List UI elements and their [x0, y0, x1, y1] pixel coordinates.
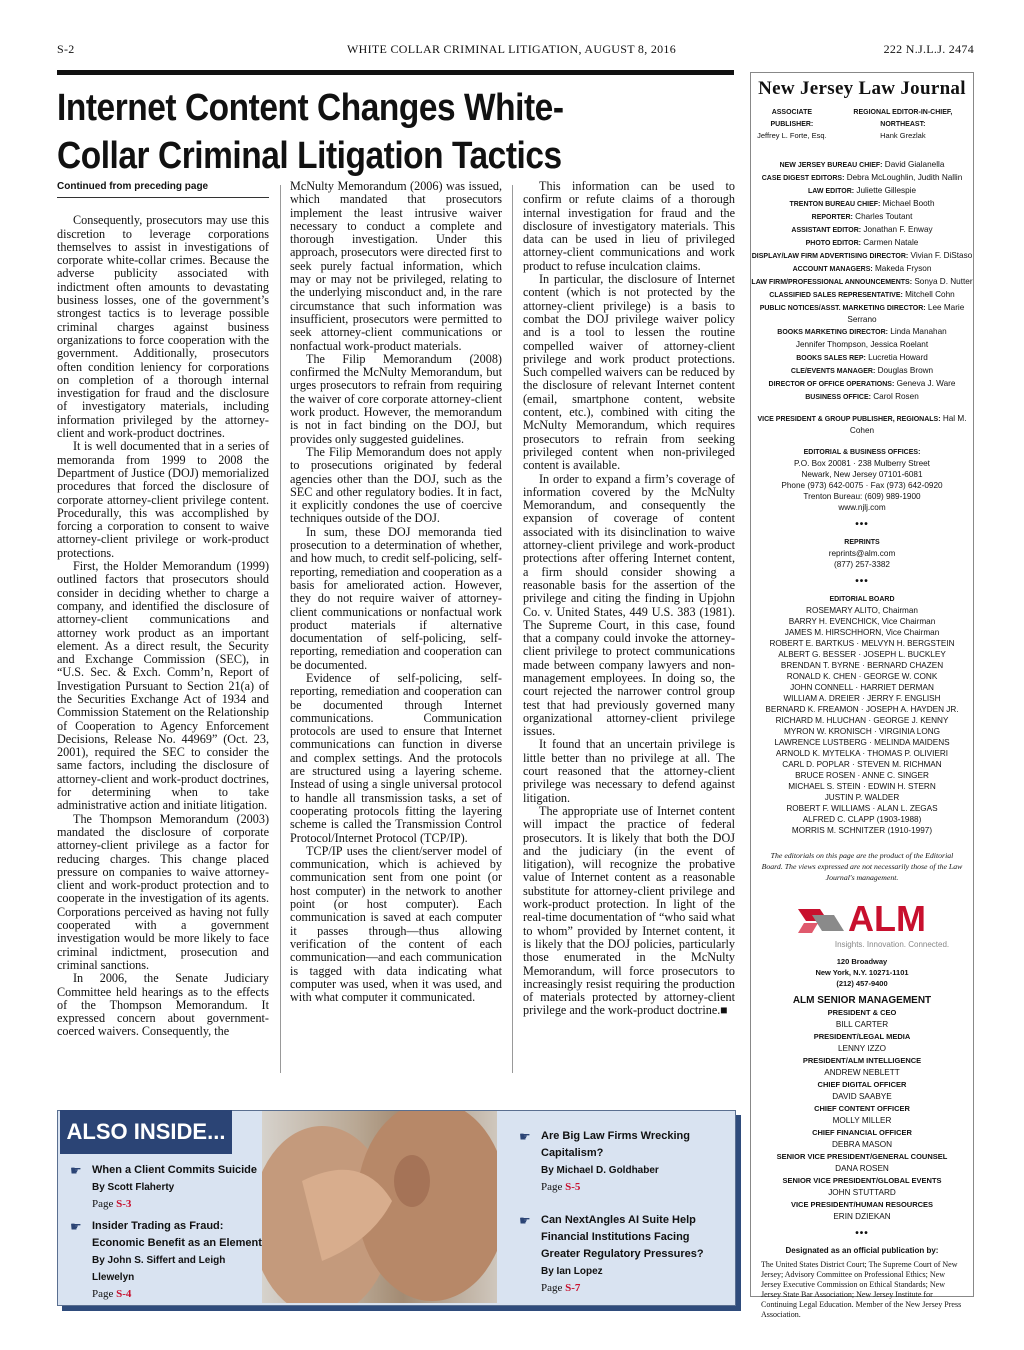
item-author: By Ian Lopez [541, 1266, 603, 1277]
staff-entry [751, 211, 973, 223]
board-member: ALBERT G. BESSER · JOSEPH L. BUCKLEY [778, 650, 946, 659]
management-entry [751, 1055, 973, 1078]
item-title[interactable]: Can NextAngles AI Suite Help Financial Institutions Facing Greater Regulatory Pressures? [541, 1214, 704, 1260]
management-entry [751, 1175, 973, 1198]
role: SENIOR VICE PRESIDENT/GLOBAL EVENTS [782, 1176, 942, 1185]
role: DIRECTOR OF OFFICE OPERATIONS: [768, 381, 895, 388]
role: PRESIDENT & CEO [827, 1008, 897, 1017]
person-name: Linda Manahan [887, 327, 947, 336]
article-column-1 [57, 180, 269, 1039]
pointing-hand-icon: ☛ [70, 1219, 82, 1234]
role: BOOKS MARKETING DIRECTOR: [777, 329, 888, 336]
person-name: David Gialanella [882, 160, 945, 169]
headline: Internet Content Changes White-Collar Criminal Litigation Tactics [57, 87, 564, 177]
board-member: ARNOLD K. MYTELKA · THOMAS P. OLIVIERI [775, 749, 949, 758]
board-member: JOHN CONNELL · HARRIET DERMAN [790, 683, 934, 692]
article-column-3 [523, 180, 735, 1018]
article-column-2 [290, 180, 502, 1004]
board-member: BRENDAN T. BYRNE · BERNARD CHAZEN [780, 661, 944, 670]
paragraph: First, the Holder Memorandum (1999) outlined factors that prosecutors should consider in deciding whether to charge a company, and identified the disclosure of attorney-client communications and attorney work product as an important element. As a direct result, the Security and Exchange Commission (SEC), in “U.S. Sec. & Exch. Comm’n, Report of Investigation Pursuant to Section 21(a) of the Securities Exchange Act of 1934 and Commission Statement on the Relationship of Cooperation to Agency Enforcement Decisions, Release No. 44969” (Oct. 23, 2001), required the SEC to consider the same factors, including the disclosure of attorney-client and work-product doctrines, for determining when to take administrative action and initiate litigation. [57, 559, 269, 813]
paragraph: It found that an uncertain privilege is little better than no privilege at all. The court reasoned that the attorney-client privilege was necessary to defend against litigation. [523, 737, 735, 805]
page-label: Page [541, 1181, 563, 1193]
person-name: Douglas Brown [875, 366, 934, 375]
paragraph: In 2006, the Senate Judiciary Committee held hearings as to the effects of the Thompson Memorandum. It expressed concern about government-coerced waivers. Consequently, the [57, 971, 269, 1039]
paragraph: The Filip Memorandum (2008) confirmed the McNulty Memorandum, but urges prosecutors to refrain from requiring the waiver of core corporate attorney-client work product. However, the memorandum is not in fact binding on the DOJ, but provides only suggested guidelines. [290, 351, 502, 446]
management-entry [751, 1151, 973, 1174]
office-line: Phone (973) 642-0075 · Fax (973) 642-0920 [781, 481, 943, 490]
board-member: ALFRED C. CLAPP (1903-1988) [802, 815, 922, 824]
person-name: Geneva J. Ware [894, 379, 956, 388]
citation: 222 N.J.L.J. 2474 [883, 42, 974, 56]
person-name: MOLLY MILLER [832, 1116, 892, 1125]
item-title[interactable]: Insider Trading as Fraud: Economic Benefit as an Element [92, 1220, 262, 1249]
page-label: Page [92, 1198, 114, 1210]
staff-entry [751, 378, 973, 390]
whisper-photo [262, 1111, 497, 1303]
reprints-title: REPRINTS [844, 539, 880, 546]
board-title: EDITORIAL BOARD [829, 596, 895, 603]
person-name: Jennifer Thompson, Jessica Roelant [795, 340, 929, 349]
address-line: (212) 457-9400 [836, 979, 888, 988]
board-member: ROSEMARY ALITO, Chairman [806, 606, 918, 615]
person-name: Carol Rosen [870, 392, 919, 401]
person-name: DANA ROSEN [835, 1164, 889, 1173]
role: ACCOUNT MANAGERS: [792, 266, 873, 273]
alm-tagline: Insights. Innovation. Connected. [834, 940, 950, 949]
role: LAW FIRM/PROFESSIONAL ANNOUNCEMENTS: [751, 279, 913, 286]
board-member: MICHAEL S. STEIN · EDWIN H. STERN [788, 782, 936, 791]
person-name: Michael Booth [880, 199, 935, 208]
staff-entry [751, 237, 973, 249]
separator-dots: ••• [855, 576, 869, 587]
role: CHIEF FINANCIAL OFFICER [812, 1128, 912, 1137]
editor-name: Hank Grezlak [880, 131, 926, 140]
role: PRESIDENT/ALM INTELLIGENCE [802, 1056, 922, 1065]
role: VICE PRESIDENT/HUMAN RESOURCES [790, 1200, 934, 1209]
page-label: Page [92, 1288, 114, 1300]
role: LAW EDITOR: [807, 188, 855, 195]
paragraph: In particular, the disclosure of Internet content (which is not protected by the attorney-client privilege) is a basis to combat the DOJ privilege waiver policy and is a tool to lessen the routine compelled waiver of attorney-client privilege and work product protections. Such compelled waivers can be reduced by the disclosure of relevant Internet content (email, smartphone content, website content, etc.), combined with citing the McNulty Memorandum, which requires prosecutors to refrain from seeking privileged content when non-privileged content is available. [523, 272, 735, 473]
designation-text: The United States District Court; The Supreme Court of New Jersey; Advisory Committee on Professional Ethics; New Jersey Executive Commission on Ethical Standards; New Jersey State Bar Association; New Jersey Institute for Continuing Legal Education. Member of the New Jersey Press Association. [761, 1260, 962, 1319]
person-name: Lucretia Howard [865, 353, 928, 362]
page-label: Page [541, 1282, 563, 1294]
management-entry [751, 1031, 973, 1054]
board-member: JAMES M. HIRSCHHORN, Vice Chairman [784, 628, 940, 637]
office-line: Newark, New Jersey 07101-6081 [801, 470, 923, 479]
editorial-board [751, 605, 973, 836]
management-entry [751, 1199, 973, 1222]
staff-entry [751, 224, 973, 236]
separator-dots: ••• [855, 1228, 869, 1239]
role: CHIEF CONTENT OFFICER [814, 1104, 910, 1113]
board-member: LAWRENCE LUSTBERG · MELINDA MAIDENS [774, 738, 950, 747]
role: CASE DIGEST EDITORS: [761, 175, 845, 182]
board-member: MORRIS M. SCHNITZER (1910-1997) [791, 826, 933, 835]
role: PUBLIC NOTICES/ASST. MARKETING DIRECTOR: [759, 305, 926, 312]
alm-logo [751, 893, 973, 943]
offices-info [751, 458, 973, 513]
person-name: LENNY IZZO [837, 1044, 887, 1053]
management-entry [751, 1007, 973, 1030]
person-name: ANDREW NEBLETT [824, 1068, 900, 1077]
alm-mark-icon [798, 901, 844, 935]
board-member: BRUCE ROSEN · ANNE C. SINGER [795, 771, 929, 780]
reprints-info [751, 548, 973, 570]
paragraph: It is well documented that in a series of memoranda from 1999 to 2008 the Department of Justice (DOJ) memorialized procedures that forced the disclosure of corporate attorney-client privilege content. Procedurally, this was accomplished by forcing a corporation to consent to waive attorney-client privilege or work-product protections. [57, 439, 269, 560]
person-name: Mitchell Cohn [902, 290, 955, 299]
publisher-title: ASSOCIATE PUBLISHER: [770, 109, 814, 128]
role: BOOKS SALES REP: [796, 355, 866, 362]
role: BUSINESS OFFICE: [805, 394, 871, 401]
staff-entry [751, 365, 973, 377]
role: CLE/EVENTS MANAGER: [790, 368, 876, 375]
person-name: Jonathan F. Enway [861, 225, 933, 234]
person-name: JOHN STUTTARD [828, 1188, 896, 1197]
publication-logo: New Jersey Law Journal [758, 78, 966, 99]
column-divider [280, 185, 281, 1073]
role: REPORTER: [811, 214, 853, 221]
person-name: Sonya D. Nutter [912, 277, 973, 286]
person-name: Juliette Gillespie [854, 186, 917, 195]
board-member: ROBERT F. WILLIAMS · ALAN L. ZEGAS [786, 804, 938, 813]
page-number: S-2 [57, 42, 75, 56]
board-member: CARL D. POPLAR · STEVEN M. RICHMAN [782, 760, 942, 769]
board-member: BERNARD K. FREAMON · JOSEPH A. HAYDEN JR. [765, 705, 959, 714]
paragraph: The Filip Memorandum does not apply to prosecutions originated by federal agencies other than the DOJ, such as the SEC and other regulatory bodies. It in fact, it explicitly condones the use of coercive techniques outside of the DOJ. [290, 444, 502, 526]
person-name: Makeda Fryson [872, 264, 932, 273]
alm-wordmark: ALM [848, 897, 926, 939]
person-name: Carmen Natale [861, 238, 919, 247]
role: CHIEF DIGITAL OFFICER [817, 1080, 907, 1089]
item-title[interactable]: Are Big Law Firms Wrecking Capitalism? [541, 1130, 690, 1159]
role: DISPLAY/LAW FIRM ADVERTISING DIRECTOR: [751, 253, 909, 260]
board-member: MYRON W. KRONISCH · VIRGINIA LONG [783, 727, 941, 736]
item-author: By Scott Flaherty [92, 1182, 175, 1193]
vp-name: Hal M. Cohen [849, 414, 967, 435]
column-divider [512, 185, 513, 1073]
office-line: Trenton Bureau: (609) 989-1900 [803, 492, 921, 501]
also-item[interactable] [70, 1218, 267, 1303]
person-name: DEBRA MASON [831, 1140, 893, 1149]
person-name: BILL CARTER [835, 1020, 889, 1029]
page-ref[interactable]: S-4 [116, 1288, 132, 1300]
page-ref[interactable]: S-3 [116, 1198, 132, 1210]
item-author: By John S. Siffert and Leigh Llewelyn [92, 1255, 226, 1283]
item-title[interactable]: When a Client Commits Suicide [92, 1164, 258, 1176]
offices-title: EDITORIAL & BUSINESS OFFICES: [803, 449, 921, 456]
item-author: By Michael D. Goldhaber [541, 1165, 659, 1176]
office-line: P.O. Box 20081 · 238 Mulberry Street [794, 459, 930, 468]
masthead [750, 72, 974, 1319]
paragraph: TCP/IP uses the client/server model of communication, which is achieved by communication sent from one point (or host computer) in the network to another point (or host computer). Each communication is saved at each computer it passes through—thus allowing verification of the content of each communication—and each communication is tagged with data indicating what computer was used, when it was used, and with what computer it communicated. [290, 843, 502, 1005]
also-item[interactable] [519, 1212, 721, 1297]
staff-entry [751, 326, 973, 338]
editorial-note: The editorials on this page are the product of the Editorial Board. The views expressed are not necessarily those of the Law Journal's management. [761, 851, 963, 882]
board-member: JUSTIN P. WALDER [824, 793, 900, 802]
role: SENIOR VICE PRESIDENT/GENERAL COUNSEL [776, 1152, 948, 1161]
paragraph: This information can be used to confirm or refute claims of a thorough internal investigation for fraud and the disclosure of investigatory materials. This data can be used in lieu of privileged attorney-client communications and work product to refuse inculcation claims. [523, 179, 735, 273]
staff-entry [751, 276, 973, 288]
staff-entry [751, 302, 973, 325]
staff-entry [751, 198, 973, 210]
person-name: ERIN DZIEKAN [833, 1212, 891, 1221]
publisher-name: Jeffrey L. Forte, Esq. [757, 131, 827, 140]
management-entry [751, 1103, 973, 1126]
paragraph: McNulty Memorandum (2006) was issued, which mandated that prosecutors implement the least intrusive waiver necessary to conduct a complete and thorough investigation. Under this approach, prosecutors were directed first to seek purely factual information, which may or may not be privileged, relating to the underlying misconduct and, in the rare circumstance that such information was insufficient, prosecutors were permitted to seek attorney-client communications or nonfactual work-product materials. [290, 179, 502, 353]
page-ref[interactable]: S-5 [565, 1181, 581, 1193]
person-name: Debra McLoughlin, Judith Nallin [844, 173, 963, 182]
staff-entry [751, 339, 973, 351]
board-member: WILLIAM A. DREIER · JERRY F. ENGLISH [783, 694, 941, 703]
management-title: ALM SENIOR MANAGEMENT [792, 995, 932, 1006]
person-name: Vivian F. DiStaso [908, 251, 973, 260]
pointing-hand-icon: ☛ [519, 1213, 531, 1228]
staff-entry [751, 391, 973, 403]
board-member: BARRY H. EVENCHICK, Vice Chairman [788, 617, 936, 626]
paragraph: In sum, these DOJ memoranda tied prosecution to a determination of whether, and how much, to credit self-policing, self-reporting, remediation and cooperation as a basis for ameliorated action. However, they do not require waiver of attorney-client communications or nonfactual work product materials if alternative documentation of self-policing, self-reporting, remediation and cooperation can be documented. [290, 524, 502, 672]
top-rule [57, 70, 734, 75]
editor-title: REGIONAL EDITOR-IN-CHIEF, NORTHEAST: [853, 109, 953, 128]
role: ASSISTANT EDITOR: [791, 227, 862, 234]
vp-role: VICE PRESIDENT & GROUP PUBLISHER, REGIONALS: [757, 416, 941, 423]
address-line: New York, N.Y. 10271-1101 [815, 968, 909, 977]
role: PRESIDENT/LEGAL MEDIA [813, 1032, 911, 1041]
role: PHOTO EDITOR: [805, 240, 861, 247]
designation-title: Designated as an official publication by: [785, 1246, 939, 1255]
staff-entry [751, 352, 973, 364]
role: NEW JERSEY BUREAU CHIEF: [779, 162, 883, 169]
paragraph: The appropriate use of Internet content will impact the practice of federal prosecutors. It is likely that both the DOJ and the judiciary (in the event of litigation), will recognize the probative value of Internet content as a reasonable substitute for attorney-client privilege and work-product protection. In light of the real-time documentation of “who said what to whom” provided by Internet content, it is likely that the DOJ policies, particularly those enumerated in the McNulty Memorandum, will force prosecutors to increasingly resist requiring the production of materials protected by attorney-client privilege and the work-product doctrine.■ [523, 803, 735, 1018]
staff-entry [751, 289, 973, 301]
board-member: RONALD K. CHEN · GEORGE W. CONK [786, 672, 938, 681]
also-inside-title: ALSO INSIDE... [60, 1110, 232, 1154]
reprints-line: reprints@alm.com [828, 549, 896, 558]
staff-entry [751, 250, 973, 262]
pointing-hand-icon: ☛ [70, 1163, 82, 1178]
management-entry [751, 1079, 973, 1102]
also-item[interactable] [519, 1128, 716, 1196]
separator-dots: ••• [855, 519, 869, 530]
paragraph: The Thompson Memorandum (2003) mandated the disclosure of corporate attorney-client privilege as a factor for reducing charges. This change placed pressure on companies to waive attorney-client and work-product protection and to cooperate in the investigation of its agents. Corporations perceived as having not fully cooperated with a government investigation would be more likely to face criminal indictment, prosecution and criminal sanctions. [57, 811, 269, 972]
person-name: Lee Marie Serrano [847, 303, 965, 324]
staff-entry [751, 172, 973, 184]
address-line: 120 Broadway [836, 957, 888, 966]
management-entry [751, 1127, 973, 1150]
staff-entry [751, 159, 973, 171]
person-name: DAVID SAABYE [832, 1092, 892, 1101]
person-name: Charles Toutant [852, 212, 913, 221]
paragraph: In order to expand a firm’s coverage of information covered by the McNulty Memorandum, and consequently the expansion of coverage of content associated with its disinclination to waive attorney-client privilege and work-product protections after offering Internet content, a firm should consider showing a reasonable basis for the assertion of the privilege and citing the finding in Upjohn Co. v. United States, 449 U.S. 383 (1981). The Supreme Court, in this case, found that a company could invoke the attorney-client privilege to protect communications made between company lawyers and non-management employees. In doing so, the court rejected the narrower control group test that had previously governed many organizational attorney-client privilege issues. [523, 471, 735, 739]
staff-entry [751, 263, 973, 275]
section-date: WHITE COLLAR CRIMINAL LITIGATION, AUGUST 8, 2016 [347, 42, 677, 56]
pointing-hand-icon: ☛ [519, 1129, 531, 1144]
role: TRENTON BUREAU CHIEF: [789, 201, 881, 208]
paragraph: Consequently, prosecutors may use this discretion to leverage corporations themselves to assist in investigations of corporate white-collar crimes. Because the adverse publicity associated with indictment often amounts to devastating business losses, one of the government’s strongest tactics is to leverage possible criminal charges against business organizations to force cooperation with the government. Additionally, prosecutors often condition leniency for corporations on completion of a thorough internal investigation for fraud and the disclosure of investigatory materials, including information privileged by the attorney-client and work-product doctrines. [57, 213, 269, 441]
role: CLASSIFIED SALES REPRESENTATIVE: [769, 292, 903, 299]
reprints-line: (877) 257-3382 [834, 560, 890, 569]
office-line: www.njlj.com [838, 503, 886, 512]
also-item[interactable] [70, 1162, 262, 1213]
page-ref[interactable]: S-7 [565, 1282, 581, 1294]
continued-line: Continued from preceding page [57, 180, 269, 198]
alm-address [751, 956, 973, 989]
board-member: RICHARD M. HLUCHAN · GEORGE J. KENNY [775, 716, 949, 725]
paragraph: Evidence of self-policing, self-reporting, remediation and cooperation can be documented through Internet communications. Communication protocols are used to ensure that Internet communications can function in diverse and complex settings. And the protocols are structured using a layering scheme. Instead of using a single universal protocol to handle all transmission tasks, a set of cooperating protocols fitting the layering scheme is called the Transmission Control Protocol/Internet Protocol (TCP/IP). [290, 670, 502, 845]
staff-list [751, 159, 973, 403]
management-list [751, 1007, 973, 1222]
staff-entry [751, 185, 973, 197]
board-member: ROBERT E. BARTKUS · MELVYN H. BERGSTEIN [769, 639, 955, 648]
